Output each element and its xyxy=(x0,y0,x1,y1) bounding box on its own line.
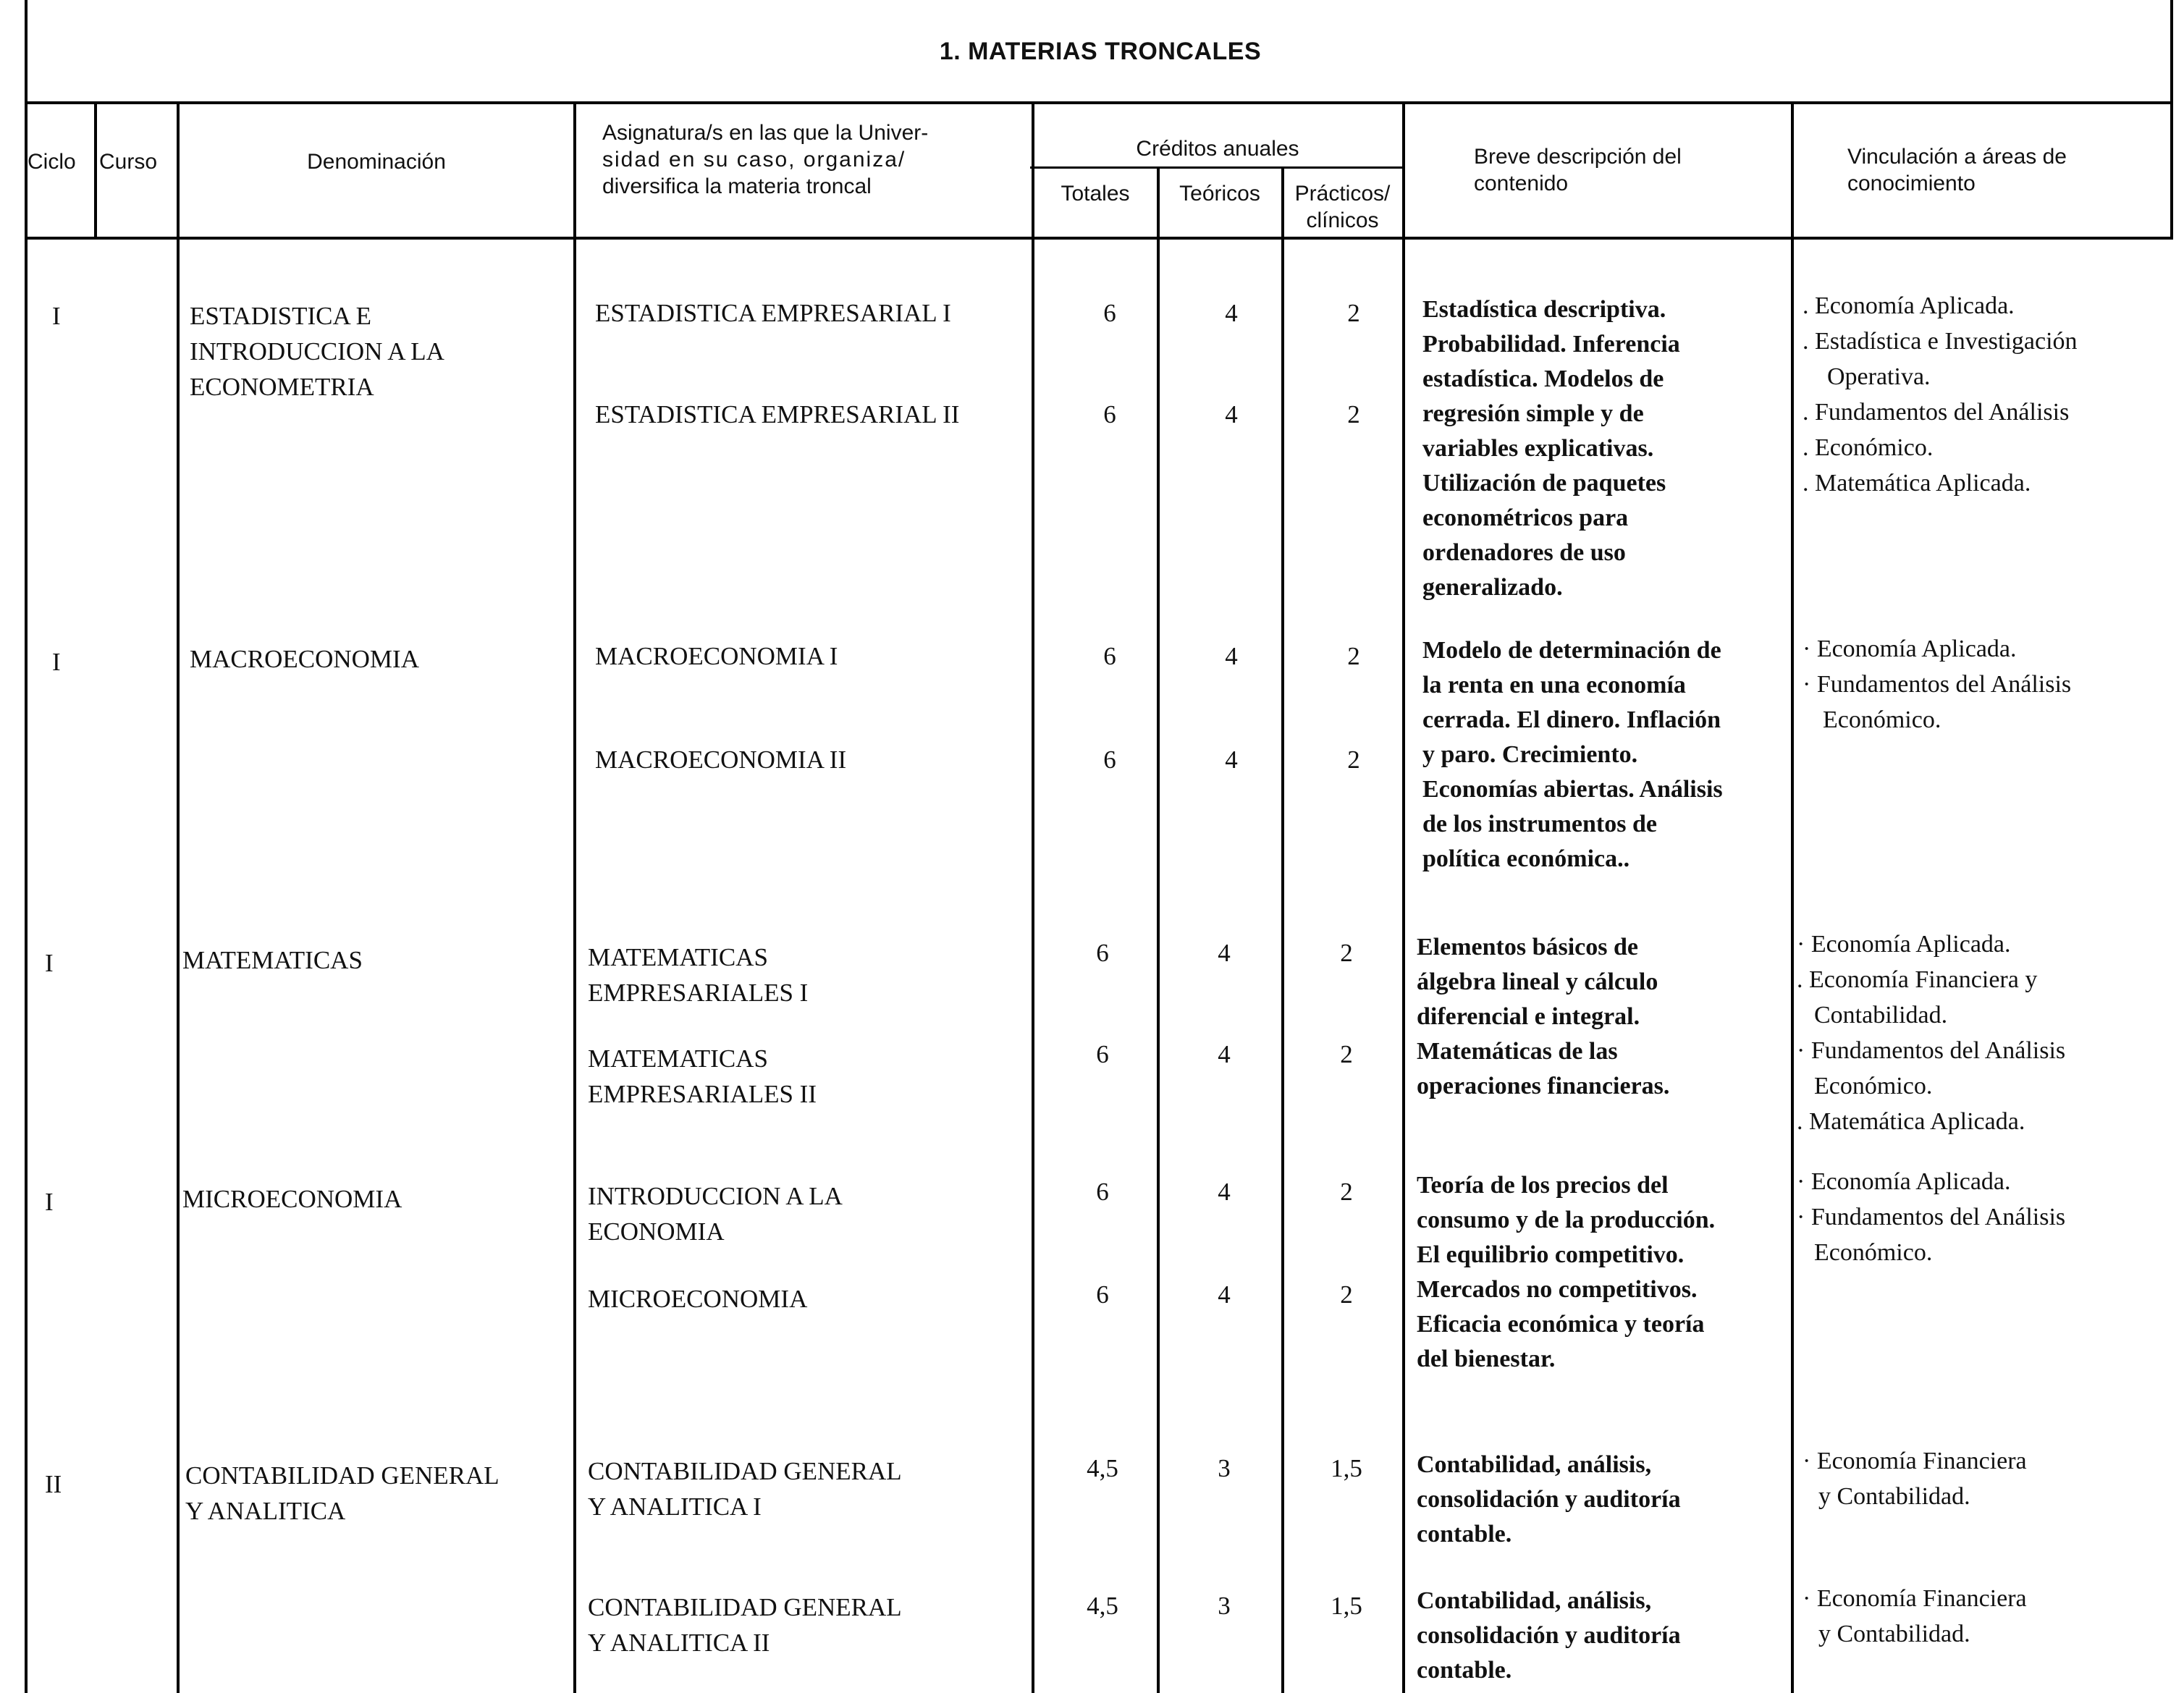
descripcion-line: Elementos básicos de xyxy=(1417,934,1638,961)
descripcion-line: Eficacia económica y teoría xyxy=(1417,1311,1705,1338)
credit-practicos: 2 xyxy=(1340,939,1353,967)
area-line: . Economía Financiera y xyxy=(1797,966,2038,993)
credit-totales: 6 xyxy=(1103,299,1116,327)
denominacion-line: MACROECONOMIA xyxy=(190,645,419,673)
area-line: · Economía Financiera xyxy=(1803,1585,2027,1612)
credit-totales: 6 xyxy=(1103,400,1116,428)
descripcion-line: Probabilidad. Inferencia xyxy=(1422,331,1680,358)
area-line: . Estadística e Investigación xyxy=(1803,328,2078,355)
denominacion-line: INTRODUCCION A LA xyxy=(190,337,444,366)
asignatura-name xyxy=(588,1589,902,1660)
area-line: · Fundamentos del Análisis xyxy=(1797,1204,2066,1230)
descripcion-line: generalizado. xyxy=(1422,574,1563,601)
credit-totales: 6 xyxy=(1096,1280,1109,1309)
credit-teoricos: 4 xyxy=(1225,299,1238,327)
header-vinculacion-line: conocimiento xyxy=(1847,172,1976,195)
credit-practicos: 1,5 xyxy=(1331,1454,1362,1482)
area-line: · Economía Aplicada. xyxy=(1803,636,2017,662)
descripcion-line: variables explicativas. xyxy=(1422,435,1654,462)
header-ciclo: Ciclo xyxy=(28,150,76,174)
area-line: . Económico. xyxy=(1803,434,1934,461)
area-line: . Fundamentos del Análisis xyxy=(1803,399,2070,426)
row-areas xyxy=(1803,631,2071,738)
row-areas xyxy=(1803,288,2078,501)
header-curso: Curso xyxy=(99,150,158,174)
area-line: · Economía Financiera xyxy=(1803,1448,2027,1474)
asignatura-name: MACROECONOMIA II xyxy=(595,746,847,774)
area-line: . Matemática Aplicada. xyxy=(1803,470,2031,497)
row-descripcion xyxy=(1422,292,1680,605)
area-line: y Contabilidad. xyxy=(1818,1621,1970,1647)
header-descripcion xyxy=(1474,143,1682,197)
col-sep-totales xyxy=(1157,168,1160,1693)
asignatura-line: ECONOMIA xyxy=(588,1217,725,1246)
denominacion-line: CONTABILIDAD GENERAL xyxy=(185,1461,499,1490)
asignatura-name xyxy=(588,1178,843,1249)
area-line: · Economía Aplicada. xyxy=(1797,931,2011,958)
area-line: Económico. xyxy=(1814,1239,1933,1266)
credit-teoricos: 4 xyxy=(1218,1178,1231,1206)
denominacion-line: Y ANALITICA xyxy=(185,1497,346,1525)
denominacion-line: ESTADISTICA E xyxy=(190,302,371,330)
asignatura-line: EMPRESARIALES II xyxy=(588,1080,817,1108)
col-sep-practicos xyxy=(1402,101,1405,1693)
descripcion-line: Contabilidad, análisis, xyxy=(1417,1587,1652,1614)
header-vinculacion xyxy=(1847,143,2067,197)
row-ciclo: I xyxy=(52,648,61,676)
descripcion-line: ordenadores de uso xyxy=(1422,539,1626,566)
title-rule-bottom xyxy=(25,101,2173,104)
credit-teoricos: 4 xyxy=(1225,746,1238,774)
descripcion-line: operaciones financieras. xyxy=(1417,1073,1670,1099)
asignatura-name xyxy=(588,1041,817,1112)
row-denominacion xyxy=(185,1458,499,1529)
area-line: Económico. xyxy=(1823,706,1941,733)
header-practicos-line: Prácticos/ xyxy=(1294,182,1391,206)
row-denominacion xyxy=(182,942,363,978)
header-asignaturas-line: diversifica la materia troncal xyxy=(602,174,872,198)
area-line: . Economía Aplicada. xyxy=(1803,292,2015,319)
descripcion-line: la renta en una economía xyxy=(1422,672,1686,698)
row-denominacion xyxy=(182,1181,402,1217)
credit-practicos: 2 xyxy=(1340,1280,1353,1309)
area-line: · Fundamentos del Análisis xyxy=(1797,1037,2066,1064)
descripcion-line: de los instrumentos de xyxy=(1422,811,1657,837)
header-rule-bottom xyxy=(25,237,2173,240)
row-ciclo: I xyxy=(45,949,54,977)
header-vinculacion-line: Vinculación a áreas de xyxy=(1847,145,2067,169)
asignatura-name: ESTADISTICA EMPRESARIAL II xyxy=(595,400,960,428)
asignatura-line: CONTABILIDAD GENERAL xyxy=(588,1457,902,1485)
descripcion-line: Contabilidad, análisis, xyxy=(1417,1451,1652,1478)
col-sep-ciclo xyxy=(94,101,97,240)
area-line: Económico. xyxy=(1814,1073,1933,1099)
credit-totales: 6 xyxy=(1096,1178,1109,1206)
descripcion-line: cerrada. El dinero. Inflación xyxy=(1422,706,1721,733)
descripcion-line: regresión simple y de xyxy=(1422,400,1644,427)
col-sep-descripcion xyxy=(1791,101,1794,1693)
header-asignaturas-line: sidad en su caso, organiza/ xyxy=(602,148,906,172)
row-ciclo: I xyxy=(52,302,61,330)
descripcion-line: Economías abiertas. Análisis xyxy=(1422,776,1723,803)
header-asignaturas-line: Asignatura/s en las que la Univer- xyxy=(602,121,929,145)
denominacion-line: MICROECONOMIA xyxy=(182,1185,402,1213)
credit-totales: 4,5 xyxy=(1087,1454,1118,1482)
credit-totales: 6 xyxy=(1103,746,1116,774)
area-line: · Fundamentos del Análisis xyxy=(1803,671,2072,698)
credit-totales: 6 xyxy=(1096,939,1109,967)
descripcion-line: diferencial e integral. xyxy=(1417,1003,1640,1030)
row-areas xyxy=(1803,1581,2027,1652)
credit-teoricos: 4 xyxy=(1218,939,1231,967)
asignatura-name: ESTADISTICA EMPRESARIAL I xyxy=(595,299,951,327)
descripcion-line: del bienestar. xyxy=(1417,1346,1556,1372)
row-denominacion xyxy=(190,641,419,677)
asignatura-name: MICROECONOMIA xyxy=(588,1285,808,1313)
denominacion-line: MATEMATICAS xyxy=(182,946,363,974)
row-descripcion xyxy=(1417,930,1669,1104)
credit-practicos: 2 xyxy=(1347,400,1360,428)
descripcion-line: Matemáticas de las xyxy=(1417,1038,1618,1065)
credits-subheader-rule xyxy=(1030,166,1402,169)
asignatura-line: Y ANALITICA I xyxy=(588,1493,762,1521)
credit-teoricos: 4 xyxy=(1218,1040,1231,1068)
credit-teoricos: 4 xyxy=(1225,400,1238,428)
descripcion-line: consolidación y auditoría xyxy=(1417,1486,1681,1513)
descripcion-line: Utilización de paquetes xyxy=(1422,470,1666,497)
asignatura-line: MATEMATICAS xyxy=(588,943,768,971)
area-line: y Contabilidad. xyxy=(1818,1483,1970,1510)
asignatura-line: EMPRESARIALES I xyxy=(588,979,809,1007)
asignatura-name xyxy=(588,940,808,1010)
asignatura-line: INTRODUCCION A LA xyxy=(588,1182,843,1210)
area-line: · Economía Aplicada. xyxy=(1797,1168,2011,1195)
row-denominacion xyxy=(190,298,444,405)
header-descripcion-line: contenido xyxy=(1474,172,1569,195)
row-areas xyxy=(1797,1164,2065,1270)
denominacion-line: ECONOMETRIA xyxy=(190,373,374,401)
row-descripcion xyxy=(1417,1168,1715,1377)
asignatura-name: MACROECONOMIA I xyxy=(595,642,838,670)
row-descripcion xyxy=(1417,1584,1681,1688)
descripcion-line: consolidación y auditoría xyxy=(1417,1622,1681,1649)
descripcion-line: econométricos para xyxy=(1422,504,1629,531)
header-practicos xyxy=(1283,180,1402,234)
asignatura-line: CONTABILIDAD GENERAL xyxy=(588,1593,902,1621)
credit-practicos: 2 xyxy=(1347,299,1360,327)
header-asignaturas xyxy=(602,119,928,200)
col-sep-curso xyxy=(177,101,180,1693)
descripcion-line: El equilibrio competitivo. xyxy=(1417,1241,1685,1268)
area-line: Contabilidad. xyxy=(1814,1002,1948,1029)
descripcion-line: Modelo de determinación de xyxy=(1422,637,1721,664)
asignatura-line: Y ANALITICA II xyxy=(588,1629,770,1657)
credit-totales: 6 xyxy=(1103,642,1116,670)
descripcion-line: contable. xyxy=(1417,1521,1512,1548)
credit-teoricos: 4 xyxy=(1218,1280,1231,1309)
header-denominacion: Denominación xyxy=(307,150,446,174)
credit-practicos: 1,5 xyxy=(1331,1592,1362,1620)
credit-teoricos: 4 xyxy=(1225,642,1238,670)
table-border-left xyxy=(25,0,28,1693)
descripcion-line: estadística. Modelos de xyxy=(1422,366,1664,392)
credit-practicos: 2 xyxy=(1347,642,1360,670)
asignatura-name xyxy=(588,1453,902,1524)
descripcion-line: contable. xyxy=(1417,1657,1512,1684)
row-areas xyxy=(1797,926,2065,1139)
descripcion-line: Teoría de los precios del xyxy=(1417,1172,1669,1199)
header-practicos-line: clínicos xyxy=(1306,208,1379,232)
row-ciclo: II xyxy=(45,1470,62,1498)
credit-practicos: 2 xyxy=(1347,746,1360,774)
header-teoricos: Teóricos xyxy=(1179,182,1260,206)
row-ciclo: I xyxy=(45,1188,54,1216)
table-border-right xyxy=(2170,0,2173,239)
credit-practicos: 2 xyxy=(1340,1178,1353,1206)
descripcion-line: Estadística descriptiva. xyxy=(1422,296,1666,323)
header-creditos: Créditos anuales xyxy=(1136,137,1299,161)
descripcion-line: consumo y de la producción. xyxy=(1417,1207,1716,1233)
col-sep-asignaturas xyxy=(1032,101,1034,1693)
descripcion-line: álgebra lineal y cálculo xyxy=(1417,968,1658,995)
credit-totales: 4,5 xyxy=(1087,1592,1118,1620)
descripcion-line: política económica.. xyxy=(1422,845,1630,872)
row-areas xyxy=(1803,1443,2027,1514)
descripcion-line: Mercados no competitivos. xyxy=(1417,1276,1698,1303)
asignatura-line: MATEMATICAS xyxy=(588,1044,768,1073)
credit-teoricos: 3 xyxy=(1218,1592,1231,1620)
row-descripcion xyxy=(1417,1448,1681,1552)
col-sep-denominacion xyxy=(573,101,576,1693)
area-line: Operativa. xyxy=(1827,363,1931,390)
area-line: . Matemática Aplicada. xyxy=(1797,1108,2025,1135)
row-descripcion xyxy=(1422,633,1723,877)
descripcion-line: y paro. Crecimiento. xyxy=(1422,741,1638,768)
credit-totales: 6 xyxy=(1096,1040,1109,1068)
credit-teoricos: 3 xyxy=(1218,1454,1231,1482)
col-sep-teoricos xyxy=(1281,168,1284,1693)
header-totales: Totales xyxy=(1061,182,1130,206)
header-descripcion-line: Breve descripción del xyxy=(1474,145,1682,169)
table-title: 1. MATERIAS TRONCALES xyxy=(939,38,1262,65)
credit-practicos: 2 xyxy=(1340,1040,1353,1068)
